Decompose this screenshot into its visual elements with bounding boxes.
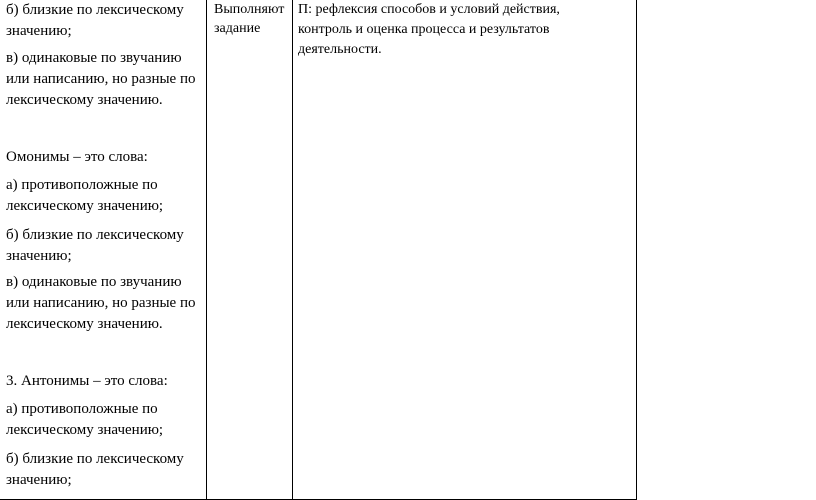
uud-line: контроль и оценка процесса и результатов (298, 22, 550, 37)
task-line: в) одинаковые по звучанию (6, 274, 182, 290)
task-line: значению; (6, 248, 72, 264)
task-line: или написанию, но разные по (6, 71, 196, 87)
uud-column (292, 0, 636, 499)
task-paragraph (6, 0, 184, 42)
task-column (0, 0, 206, 499)
task-paragraph (6, 399, 163, 441)
task-line: Омонимы – это слова: (6, 149, 148, 165)
activity-line: задание (214, 21, 261, 36)
task-question-heading (6, 371, 168, 392)
uud-text (298, 0, 560, 60)
task-line: а) противоположные по (6, 401, 158, 417)
task-line: значению; (6, 23, 72, 39)
task-line: в) одинаковые по звучанию (6, 50, 182, 66)
task-line: б) близкие по лексическому (6, 2, 184, 18)
activity-text (214, 0, 284, 38)
task-line: б) близкие по лексическому (6, 451, 184, 467)
task-paragraph (6, 449, 184, 491)
task-paragraph (6, 48, 196, 111)
task-paragraph (6, 272, 196, 335)
task-paragraph (6, 225, 184, 267)
task-line: 3. Антонимы – это слова: (6, 373, 168, 389)
task-line: лексическому значению. (6, 316, 163, 332)
task-line: б) близкие по лексическому (6, 227, 184, 243)
task-line: или написанию, но разные по (6, 295, 196, 311)
task-line: значению; (6, 472, 72, 488)
task-question-heading (6, 147, 148, 168)
activity-line: Выполняют (214, 2, 285, 17)
task-paragraph (6, 175, 163, 217)
task-line: лексическому значению; (6, 198, 164, 214)
uud-line: П: рефлексия способов и условий действия, (298, 2, 560, 17)
uud-line: деятельности. (298, 42, 382, 57)
task-line: лексическому значению; (6, 422, 164, 438)
task-line: а) противоположные по (6, 177, 158, 193)
task-line: лексическому значению. (6, 92, 163, 108)
activity-column (206, 0, 293, 499)
